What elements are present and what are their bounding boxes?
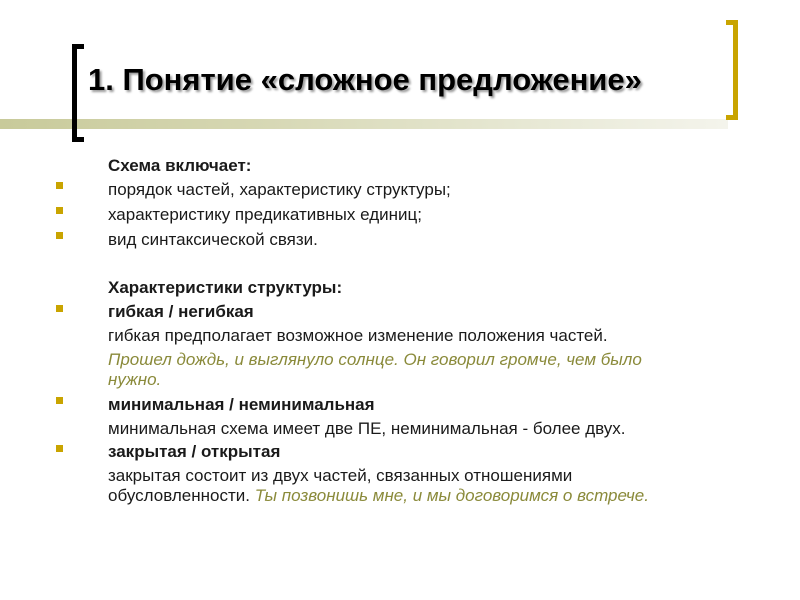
closed-description-cont bbox=[108, 485, 768, 506]
bullet-icon bbox=[56, 445, 63, 452]
scheme-item: порядок частей, характеристику структуры; bbox=[108, 180, 451, 199]
closed-description-end: обусловленности. bbox=[108, 486, 250, 505]
closed-description: закрытая состоит из двух частей, связанных отношениями bbox=[108, 466, 573, 485]
bullet-icon bbox=[56, 207, 63, 214]
flexible-example: Прошел дождь, и выглянуло солнце. Он говорил громче, чем было bbox=[108, 350, 642, 369]
closed-example: Ты позвонишь мне, и мы договоримся о встрече. bbox=[254, 486, 649, 505]
minimal-description: минимальная схема имеет две ПЕ, неминимальная - более двух. bbox=[108, 419, 626, 438]
minimal-label: минимальная / неминимальная bbox=[108, 395, 375, 414]
bullet-icon bbox=[56, 397, 63, 404]
bullet-icon bbox=[56, 232, 63, 239]
flexible-example-cont: нужно. bbox=[108, 370, 162, 389]
slide-title: 1. Понятие «сложное предложение» bbox=[88, 62, 642, 97]
structure-heading: Характеристики структуры: bbox=[108, 278, 343, 297]
bullet-icon bbox=[56, 182, 63, 189]
scheme-item: характеристику предикативных единиц; bbox=[108, 205, 422, 224]
flexible-label: гибкая / негибкая bbox=[108, 302, 254, 321]
flexible-description: гибкая предполагает возможное изменение положения частей. bbox=[108, 326, 608, 345]
bullet-icon bbox=[56, 305, 63, 312]
scheme-item: вид синтаксической связи. bbox=[108, 230, 318, 249]
scheme-heading: Схема включает: bbox=[108, 156, 252, 175]
closed-label: закрытая / открытая bbox=[108, 442, 281, 461]
